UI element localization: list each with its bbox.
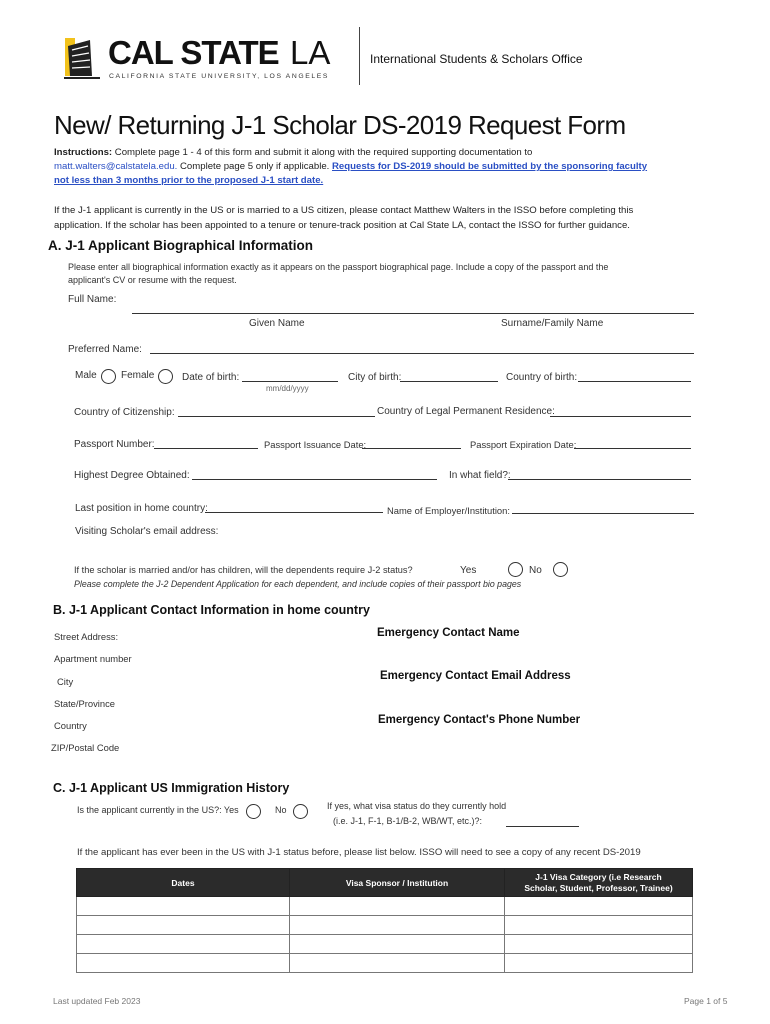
citizenship-field[interactable] xyxy=(178,416,375,417)
table-cell[interactable] xyxy=(290,954,505,973)
in-us-label: Is the applicant currently in the US?: Yes xyxy=(77,805,239,815)
visa-status-examples: (i.e. J-1, F-1, B-1/B-2, WB/WT, etc.)?: xyxy=(333,816,483,826)
table-row xyxy=(77,954,693,973)
visa-status-question: If yes, what visa status do they currently hold xyxy=(327,801,507,811)
section-a-title: A. J-1 Applicant Biographical Information xyxy=(48,238,314,253)
passport-issuance-label: Passport Issuance Date: xyxy=(264,439,367,450)
table-cell[interactable] xyxy=(505,897,693,916)
passport-number-field[interactable] xyxy=(154,448,258,449)
instructions xyxy=(54,146,694,188)
sponsor-header: Visa Sponsor / Institution xyxy=(290,869,505,897)
citizenship-label: Country of Citizenship: xyxy=(74,407,175,418)
dependents-no-label: No xyxy=(529,565,542,576)
residence-label: Country of Legal Permanent Residence: xyxy=(377,406,555,417)
surname-label: Surname/Family Name xyxy=(501,318,604,329)
table-cell[interactable] xyxy=(505,916,693,935)
last-updated: Last updated Feb 2023 xyxy=(53,996,141,1006)
full-name-label: Full Name: xyxy=(68,294,117,305)
emergency-phone-label: Emergency Contact's Phone Number xyxy=(378,714,581,726)
city-label: City xyxy=(57,676,74,687)
table-cell[interactable] xyxy=(77,916,290,935)
dob-hint: mm/dd/yyyy xyxy=(266,384,309,393)
table-row xyxy=(77,897,693,916)
section-a-intro-1: Please enter all biographical information exactly as it appears on the passport biographical page. Include a copy of the passport and the xyxy=(68,262,609,272)
dependents-note: Please complete the J-2 Dependent Application for each dependent, and include copies of their passport bio pages xyxy=(74,579,522,589)
passport-expiration-label: Passport Expiration Date: xyxy=(470,439,577,450)
dob-field[interactable] xyxy=(242,381,338,382)
male-label: Male xyxy=(75,370,97,381)
section-a-intro xyxy=(68,261,608,287)
instructions-text: Complete page 1 - 4 of this form and submit it along with the required supporting documentation to xyxy=(112,147,533,158)
emergency-name-label: Emergency Contact Name xyxy=(377,627,520,639)
table-cell[interactable] xyxy=(505,954,693,973)
in-us-no-radio[interactable] xyxy=(293,804,308,819)
employer-field[interactable] xyxy=(512,513,694,514)
given-name-label: Given Name xyxy=(249,318,305,329)
table-cell[interactable] xyxy=(77,935,290,954)
email-label: Visiting Scholar's email address: xyxy=(75,526,219,537)
instructions-label: Instructions: xyxy=(54,147,113,158)
logo xyxy=(62,36,352,86)
in-us-yes-radio[interactable] xyxy=(246,804,261,819)
dates-header: Dates xyxy=(77,869,290,897)
table-cell[interactable] xyxy=(77,897,290,916)
city-of-birth-field[interactable] xyxy=(400,381,498,382)
city-of-birth-label: City of birth: xyxy=(348,372,402,383)
highest-degree-label: Highest Degree Obtained: xyxy=(74,470,190,481)
table-cell[interactable] xyxy=(505,935,693,954)
field-of-study-label: In what field?: xyxy=(449,470,511,481)
last-position-field[interactable] xyxy=(205,512,383,513)
visa-status-field[interactable] xyxy=(506,826,579,827)
field-of-study-field[interactable] xyxy=(508,479,691,480)
office-name: International Students & Scholars Office xyxy=(370,52,583,66)
table-cell[interactable] xyxy=(290,935,505,954)
table-row xyxy=(77,916,693,935)
country-label: Country xyxy=(54,720,87,731)
female-label: Female xyxy=(121,370,155,381)
preferred-name-field[interactable] xyxy=(150,353,694,354)
dependents-no-radio[interactable] xyxy=(553,562,568,577)
logo-main: CAL STATE xyxy=(108,34,279,71)
table-cell[interactable] xyxy=(77,954,290,973)
notice-line-2: application. If the scholar has been appointed to a tenure or tenure-track position at Cal State LA, contact the ISSO for further guidance. xyxy=(54,219,630,231)
state-label: State/Province xyxy=(54,698,115,709)
notice-line-1: If the J-1 applicant is currently in the US or is married to a US citizen, please contact Matthew Walters in the ISSO before completing this xyxy=(54,205,634,216)
page-title: New/ Returning J-1 Scholar DS-2019 Request Form xyxy=(54,110,626,140)
in-us-no-label: No xyxy=(275,805,287,815)
dependents-yes-label: Yes xyxy=(460,565,477,576)
table-row xyxy=(77,935,693,954)
section-b-title: B. J-1 Applicant Contact Information in home country xyxy=(53,603,370,617)
emergency-email-label: Emergency Contact Email Address xyxy=(380,670,571,682)
country-of-birth-field[interactable] xyxy=(578,381,691,382)
preferred-name-label: Preferred Name: xyxy=(68,344,142,355)
passport-issuance-field[interactable] xyxy=(362,448,461,449)
logo-subtitle: CALIFORNIA STATE UNIVERSITY, LOS ANGELES xyxy=(109,73,329,80)
passport-expiration-field[interactable] xyxy=(574,448,691,449)
header-divider xyxy=(359,27,360,85)
apartment-label: Apartment number xyxy=(54,653,132,664)
prior-j1-note: If the applicant has ever been in the US with J-1 status before, please list below. ISSO will need to see a copy of any recent DS-2019 xyxy=(77,847,641,858)
highest-degree-field[interactable] xyxy=(192,479,437,480)
female-radio[interactable] xyxy=(158,369,173,384)
table-cell[interactable] xyxy=(290,916,505,935)
dependents-yes-radio[interactable] xyxy=(508,562,523,577)
building-icon xyxy=(62,36,104,80)
immigration-history-table xyxy=(76,868,693,973)
page-number: Page 1 of 5 xyxy=(684,996,728,1006)
deadline-link[interactable]: Requests for DS-2019 should be submitted by the sponsoring faculty xyxy=(332,161,648,172)
country-of-birth-label: Country of birth: xyxy=(506,372,578,383)
zip-label: ZIP/Postal Code xyxy=(51,742,120,753)
dependents-question: If the scholar is married and/or has children, will the dependents require J-2 status? xyxy=(74,565,413,575)
table-header-row xyxy=(77,869,693,897)
category-header: J-1 Visa Category (i.e Research Scholar, Student, Professor, Trainee) xyxy=(505,869,693,897)
employer-label: Name of Employer/Institution: xyxy=(387,505,510,516)
section-a-intro-2: applicant's CV or resume with the request. xyxy=(68,275,237,285)
full-name-field[interactable] xyxy=(132,313,694,314)
instructions-text-2: Complete page 5 only if applicable. xyxy=(177,161,332,172)
logo-la: LA xyxy=(290,34,331,71)
contact-email-link[interactable]: matt.walters@calstatela.edu. xyxy=(54,161,178,172)
notice xyxy=(54,204,633,233)
last-position-label: Last position in home country: xyxy=(75,503,208,514)
table-cell[interactable] xyxy=(290,897,505,916)
dob-label: Date of birth: xyxy=(182,372,240,383)
residence-field[interactable] xyxy=(550,416,691,417)
male-radio[interactable] xyxy=(101,369,116,384)
passport-number-label: Passport Number: xyxy=(74,439,155,450)
section-c-title: C. J-1 Applicant US Immigration History xyxy=(53,781,290,795)
deadline-link-2[interactable]: not less than 3 months prior to the proposed J-1 start date. xyxy=(54,175,324,186)
street-label: Street Address: xyxy=(54,631,119,642)
